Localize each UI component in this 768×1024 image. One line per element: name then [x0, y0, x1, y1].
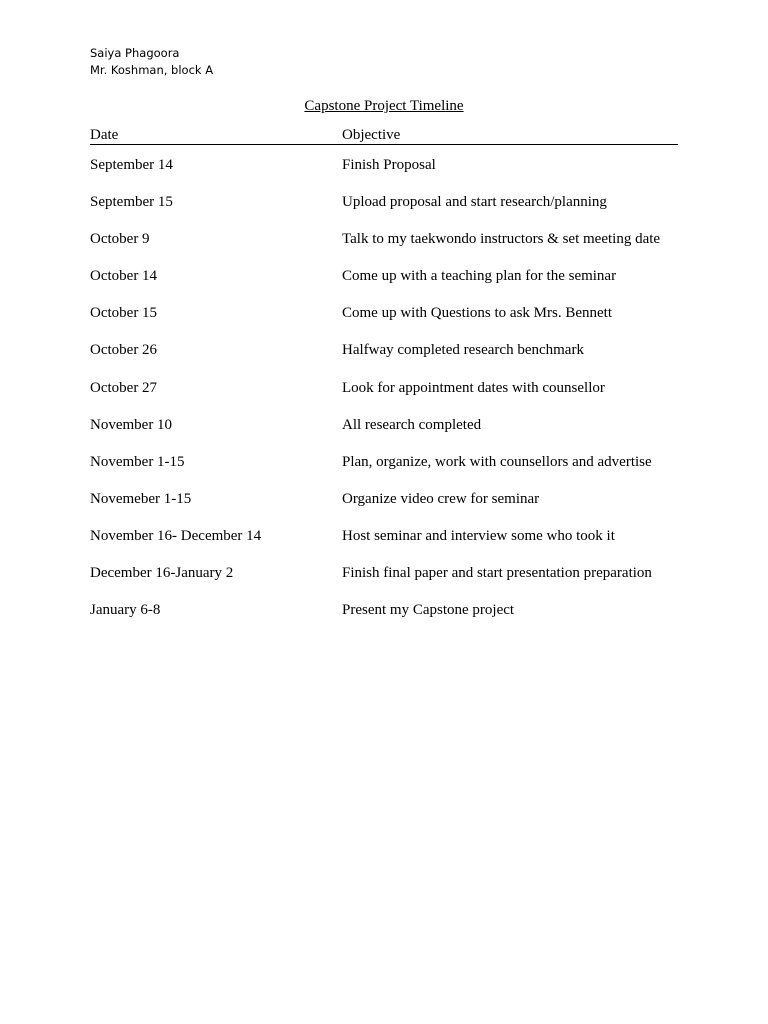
column-header-objective: Objective [342, 127, 401, 143]
row-date: January 6-8 [90, 602, 161, 619]
row-objective: Plan, organize, work with counsellors and advertise [342, 453, 652, 470]
table-row [90, 157, 690, 194]
row-date: November 10 [90, 416, 173, 433]
row-date: October 15 [90, 305, 158, 322]
table-row [90, 380, 690, 417]
table-row [90, 565, 690, 602]
table-row [90, 194, 690, 231]
table-row [90, 491, 690, 528]
timeline-table [90, 157, 690, 639]
table-row [90, 528, 690, 565]
table-row [90, 305, 690, 342]
table-row [90, 231, 690, 268]
row-objective: Come up with a teaching plan for the seminar [342, 268, 617, 285]
row-date: October 14 [90, 268, 158, 285]
row-objective: Present my Capstone project [342, 602, 515, 619]
row-date: October 27 [90, 379, 158, 396]
row-objective: Look for appointment dates with counsellor [342, 379, 605, 396]
row-date: Novemeber 1-15 [90, 490, 192, 507]
document-title [0, 98, 768, 115]
row-objective: Organize video crew for seminar [342, 490, 540, 507]
table-row [90, 454, 690, 491]
row-date: October 9 [90, 231, 150, 248]
row-date: November 1-15 [90, 453, 185, 470]
table-row [90, 268, 690, 305]
row-date: October 26 [90, 342, 158, 359]
row-objective: Halfway completed research benchmark [342, 342, 584, 359]
table-row [90, 342, 690, 379]
table-header [90, 127, 678, 145]
row-objective: All research completed [342, 416, 482, 433]
row-objective: Come up with Questions to ask Mrs. Bennett [342, 305, 612, 322]
header-block [90, 45, 213, 79]
row-objective: Upload proposal and start research/planning [342, 194, 607, 211]
table-row [90, 417, 690, 454]
document-title-text: Capstone Project Timeline [304, 98, 464, 114]
row-objective: Finish final paper and start presentation preparation [342, 565, 652, 582]
row-objective: Talk to my taekwondo instructors & set meeting date [342, 231, 661, 248]
table-row [90, 602, 690, 639]
row-date: September 15 [90, 194, 173, 211]
column-header-date: Date [90, 127, 119, 143]
teacher-block: Mr. Koshman, block A [90, 63, 214, 77]
row-date: September 14 [90, 157, 173, 173]
student-name: Saiya Phagoora [90, 46, 180, 60]
row-date: November 16- December 14 [90, 527, 262, 544]
row-objective: Host seminar and interview some who took it [342, 527, 615, 544]
row-date: December 16-January 2 [90, 565, 234, 582]
row-objective: Finish Proposal [342, 157, 436, 173]
